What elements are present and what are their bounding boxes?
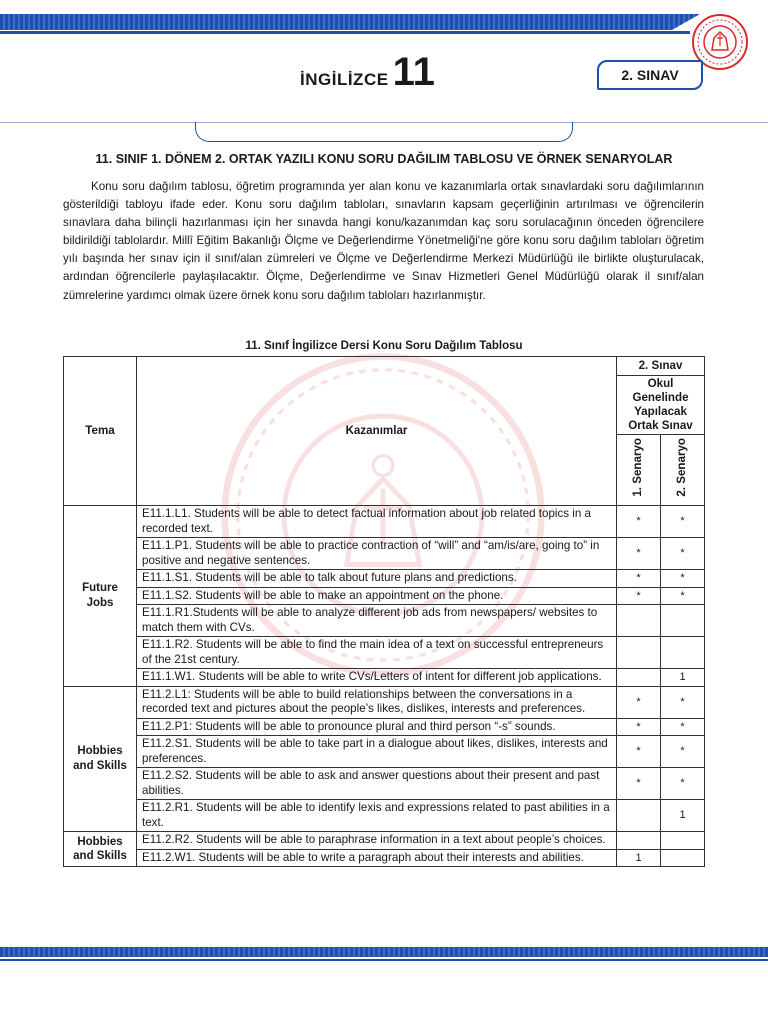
tema-cell: Hobbies and Skills <box>64 686 137 832</box>
kazanim-cell: E11.1.P1. Students will be able to practice contraction of “will” and “am/is/are, going to” in positive and negative sentences. <box>137 538 617 570</box>
kazanim-cell: E11.1.W1. Students will be able to write CVs/Letters of intent for different job applications. <box>137 669 617 687</box>
senaryo-1-cell: * <box>617 718 661 736</box>
header-divider-tab <box>195 122 573 142</box>
table-body <box>64 357 705 867</box>
exam-badge: 2. SINAV <box>597 60 703 90</box>
senaryo-1-cell <box>617 832 661 850</box>
senaryo-2-cell: * <box>661 587 705 605</box>
table-row <box>64 538 705 570</box>
bottom-decorative-line <box>0 959 768 961</box>
table-row <box>64 570 705 588</box>
senaryo-1-cell: * <box>617 587 661 605</box>
table-row <box>64 686 705 718</box>
bottom-decorative-band <box>0 947 768 957</box>
kazanim-cell: E11.2.L1: Students will be able to build relationships between the conversations in a recorded text and pictures about the people’s likes, dislikes, interests and preferences. <box>137 686 617 718</box>
header-kazanimlar: Kazanımlar <box>137 357 617 506</box>
senaryo-1-cell <box>617 637 661 669</box>
senaryo-2-cell <box>661 605 705 637</box>
kazanim-cell: E11.1.S1. Students will be able to talk about future plans and predictions. <box>137 570 617 588</box>
kazanim-cell: E11.2.W1. Students will be able to write a paragraph about their interests and abilities. <box>137 849 617 867</box>
kazanim-cell: E11.1.L1. Students will be able to detect factual information about job related topics in a recorded text. <box>137 506 617 538</box>
header-exam: 2. Sınav <box>617 357 705 376</box>
senaryo-1-cell <box>617 669 661 687</box>
table-row <box>64 849 705 867</box>
table-row <box>64 832 705 850</box>
senaryo-1-cell: * <box>617 538 661 570</box>
table-row <box>64 768 705 800</box>
senaryo-2-cell: 1 <box>661 800 705 832</box>
senaryo-2-cell: * <box>661 538 705 570</box>
senaryo-1-cell: * <box>617 736 661 768</box>
header-senaryo-1 <box>617 435 661 506</box>
table-row <box>64 637 705 669</box>
kazanim-cell: E11.2.R1. Students will be able to identify lexis and expressions related to past abilities in a text. <box>137 800 617 832</box>
senaryo-2-cell: 1 <box>661 669 705 687</box>
senaryo-1-cell <box>617 800 661 832</box>
senaryo-2-cell <box>661 849 705 867</box>
senaryo-1-cell: * <box>617 686 661 718</box>
header-senaryo-2 <box>661 435 705 506</box>
kazanim-cell: E11.2.S1. Students will be able to take part in a dialogue about likes, dislikes, interests and preferences. <box>137 736 617 768</box>
senaryo-2-cell: * <box>661 570 705 588</box>
grade-number: 11 <box>392 50 435 94</box>
senaryo-2-cell: * <box>661 718 705 736</box>
senaryo-2-label: 2. Senaryo <box>675 438 689 498</box>
kazanim-cell: E11.2.P1: Students will be able to pronounce plural and third person “-s” sounds. <box>137 718 617 736</box>
senaryo-2-cell: * <box>661 768 705 800</box>
senaryo-1-cell: 1 <box>617 849 661 867</box>
kazanim-cell: E11.1.R2. Students will be able to find the main idea of a text on successful entrepreneurs of the 21st century. <box>137 637 617 669</box>
top-decorative-band <box>0 14 700 30</box>
table-row <box>64 506 705 538</box>
kazanim-cell: E11.2.S2. Students will be able to ask and answer questions about their present and past abilities. <box>137 768 617 800</box>
senaryo-2-cell <box>661 832 705 850</box>
subject-title: İNGİLİZCE <box>300 70 389 89</box>
intro-paragraph: Konu soru dağılım tablosu, öğretim programında yer alan konu ve kazanımlarla ortak sınavlardaki soru dağılımlarının gösterildiği tabloyu ifade eder. Konu soru dağılım tabloları, sınavların kapsam geçerliğinin artırılması ve öğrencilerin sınavlara daha bilinçli hazırlanması için her sınavda hangi konu/kazanımdan kaç soru sorulacağının önceden öğrencilere bildirildiği tablolardır. Millî Eğitim Bakanlığı Ölçme ve Değerlendirme Yönetmeliği'ne göre konu soru dağılım tabloları öğretim yılı başında her sınav için il sınıf/alan zümreleri ve Ölçme ve Değerlendirme Merkezi Müdürlüğü ile birlikte oluşturulacak, ardından öğrencilerle paylaşılacaktır. Ölçme, Değerlendirme ve Sınav Hizmetleri Genel Müdürlüğü olarak il sınıf/alan zümrelerine yardımcı olmak üzere örnek konu soru dağılım tabloları hazırlanmıştır. <box>63 180 704 302</box>
table-header-row <box>64 357 705 376</box>
senaryo-2-cell: * <box>661 506 705 538</box>
tema-cell: Hobbies and Skills <box>64 832 137 867</box>
tema-cell: Future Jobs <box>64 506 137 687</box>
senaryo-1-cell: * <box>617 570 661 588</box>
kazanim-cell: E11.2.R2. Students will be able to paraphrase information in a text about people’s choices. <box>137 832 617 850</box>
table-row <box>64 605 705 637</box>
senaryo-2-cell <box>661 637 705 669</box>
table-row <box>64 587 705 605</box>
table-row <box>64 669 705 687</box>
header-ortak-sinav: Okul Genelinde Yapılacak Ortak Sınav <box>617 376 705 435</box>
page-title <box>300 52 435 92</box>
senaryo-1-cell: * <box>617 768 661 800</box>
kazanim-cell: E11.1.R1.Students will be able to analyze different job ads from newspapers/ websites to match them with CVs. <box>137 605 617 637</box>
table-row <box>64 800 705 832</box>
header-tema: Tema <box>64 357 137 506</box>
senaryo-2-cell: * <box>661 736 705 768</box>
distribution-table <box>63 356 705 867</box>
kazanim-cell: E11.1.S2. Students will be able to make an appointment on the phone. <box>137 587 617 605</box>
top-decorative-line <box>0 31 690 34</box>
senaryo-1-label: 1. Senaryo <box>631 438 645 498</box>
table-row <box>64 736 705 768</box>
senaryo-1-cell <box>617 605 661 637</box>
table-title: 11. Sınıf İngilizce Dersi Konu Soru Dağılım Tablosu <box>245 340 523 352</box>
senaryo-2-cell: * <box>661 686 705 718</box>
senaryo-1-cell: * <box>617 506 661 538</box>
document-heading: 11. SINIF 1. DÖNEM 2. ORTAK YAZILI KONU SORU DAĞILIM TABLOSU VE ÖRNEK SENARYOLAR <box>95 152 673 166</box>
table-row <box>64 718 705 736</box>
